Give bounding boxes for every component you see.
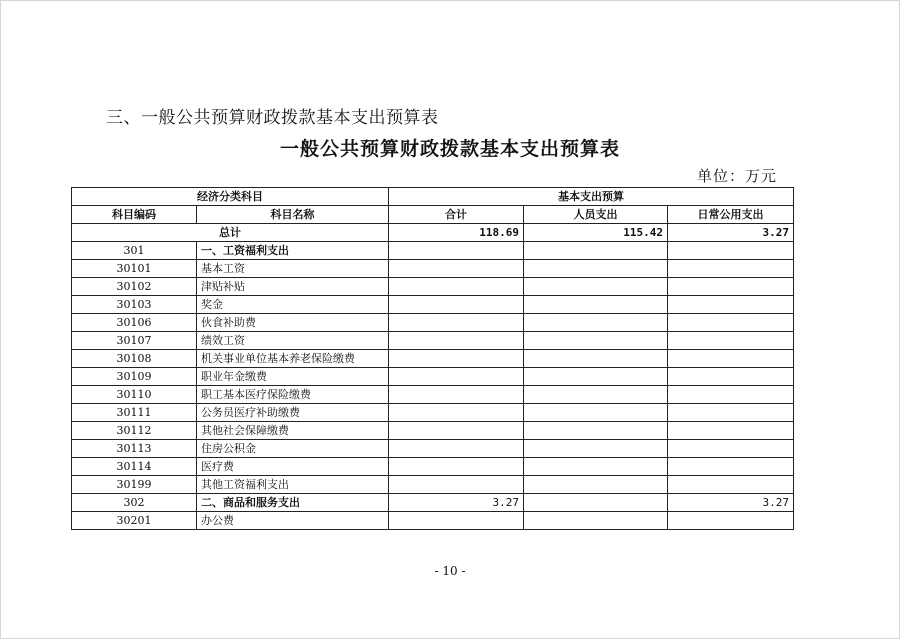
row-name: 二、商品和服务支出 [197,494,389,512]
unit-label: 单位：万元 [697,167,778,185]
row-name: 其他工资福利支出 [197,476,389,494]
row-personnel [524,296,668,314]
table-row [72,422,794,440]
table-row [72,242,794,260]
header-code: 科目编码 [72,206,197,224]
row-code: 30102 [72,278,197,296]
row-personnel [524,368,668,386]
row-public [668,368,794,386]
row-public: 3.27 [668,494,794,512]
header-row-columns [72,206,794,224]
row-personnel [524,314,668,332]
row-personnel [524,440,668,458]
row-code: 30201 [72,512,197,530]
row-public [668,314,794,332]
row-name: 职工基本医疗保险缴费 [197,386,389,404]
row-name: 一、工资福利支出 [197,242,389,260]
row-public [668,350,794,368]
row-name: 其他社会保障缴费 [197,422,389,440]
row-total [389,350,524,368]
row-code: 30103 [72,296,197,314]
row-personnel [524,494,668,512]
row-personnel [524,278,668,296]
row-code: 30111 [72,404,197,422]
row-total [389,440,524,458]
row-personnel [524,242,668,260]
row-total [389,422,524,440]
row-total [389,260,524,278]
row-name: 绩效工资 [197,332,389,350]
table-row [72,494,794,512]
row-public [668,332,794,350]
total-amount: 118.69 [389,224,524,242]
row-name: 伙食补助费 [197,314,389,332]
table-row [72,332,794,350]
row-total [389,512,524,530]
row-total [389,296,524,314]
row-public [668,440,794,458]
table-row [72,260,794,278]
row-total: 3.27 [389,494,524,512]
section-heading: 三、一般公共预算财政拨款基本支出预算表 [106,108,439,128]
row-personnel [524,260,668,278]
total-row [72,224,794,242]
row-public [668,404,794,422]
row-total [389,314,524,332]
row-public [668,386,794,404]
page-title: 一般公共预算财政拨款基本支出预算表 [279,138,620,160]
budget-table [71,187,794,530]
row-code: 30110 [72,386,197,404]
row-total [389,332,524,350]
row-code: 30114 [72,458,197,476]
row-name: 基本工资 [197,260,389,278]
row-code: 30109 [72,368,197,386]
row-name: 办公费 [197,512,389,530]
header-basic-expenditure: 基本支出预算 [389,188,794,206]
row-total [389,278,524,296]
row-code: 30113 [72,440,197,458]
row-total [389,458,524,476]
row-public [668,512,794,530]
row-public [668,476,794,494]
table-row [72,440,794,458]
table-row [72,404,794,422]
table-row [72,476,794,494]
row-code: 30107 [72,332,197,350]
row-personnel [524,386,668,404]
row-public [668,458,794,476]
row-name: 机关事业单位基本养老保险缴费 [197,350,389,368]
header-row-group [72,188,794,206]
row-personnel [524,422,668,440]
row-code: 30106 [72,314,197,332]
row-personnel [524,512,668,530]
row-personnel [524,404,668,422]
page-number: - 10 - [434,564,466,578]
row-personnel [524,476,668,494]
total-label: 总计 [72,224,389,242]
header-economic-category: 经济分类科目 [72,188,389,206]
table-row [72,386,794,404]
table-row [72,368,794,386]
row-public [668,260,794,278]
row-public [668,422,794,440]
row-code: 302 [72,494,197,512]
row-personnel [524,458,668,476]
table-row [72,296,794,314]
row-total [389,404,524,422]
table-row [72,278,794,296]
row-name: 公务员医疗补助缴费 [197,404,389,422]
row-name: 住房公积金 [197,440,389,458]
row-name: 医疗费 [197,458,389,476]
row-public [668,278,794,296]
header-personnel: 人员支出 [524,206,668,224]
row-code: 30101 [72,260,197,278]
row-name: 津贴补贴 [197,278,389,296]
row-code: 30108 [72,350,197,368]
row-public [668,242,794,260]
row-code: 30112 [72,422,197,440]
table-row [72,314,794,332]
header-name: 科目名称 [197,206,389,224]
table-row [72,350,794,368]
table-row [72,512,794,530]
row-total [389,242,524,260]
row-code: 30199 [72,476,197,494]
row-total [389,476,524,494]
row-name: 奖金 [197,296,389,314]
row-name: 职业年金缴费 [197,368,389,386]
row-total [389,386,524,404]
header-total: 合计 [389,206,524,224]
row-total [389,368,524,386]
header-public: 日常公用支出 [668,206,794,224]
table-row [72,458,794,476]
row-code: 301 [72,242,197,260]
total-public: 3.27 [668,224,794,242]
row-personnel [524,350,668,368]
row-public [668,296,794,314]
row-personnel [524,332,668,350]
total-personnel: 115.42 [524,224,668,242]
